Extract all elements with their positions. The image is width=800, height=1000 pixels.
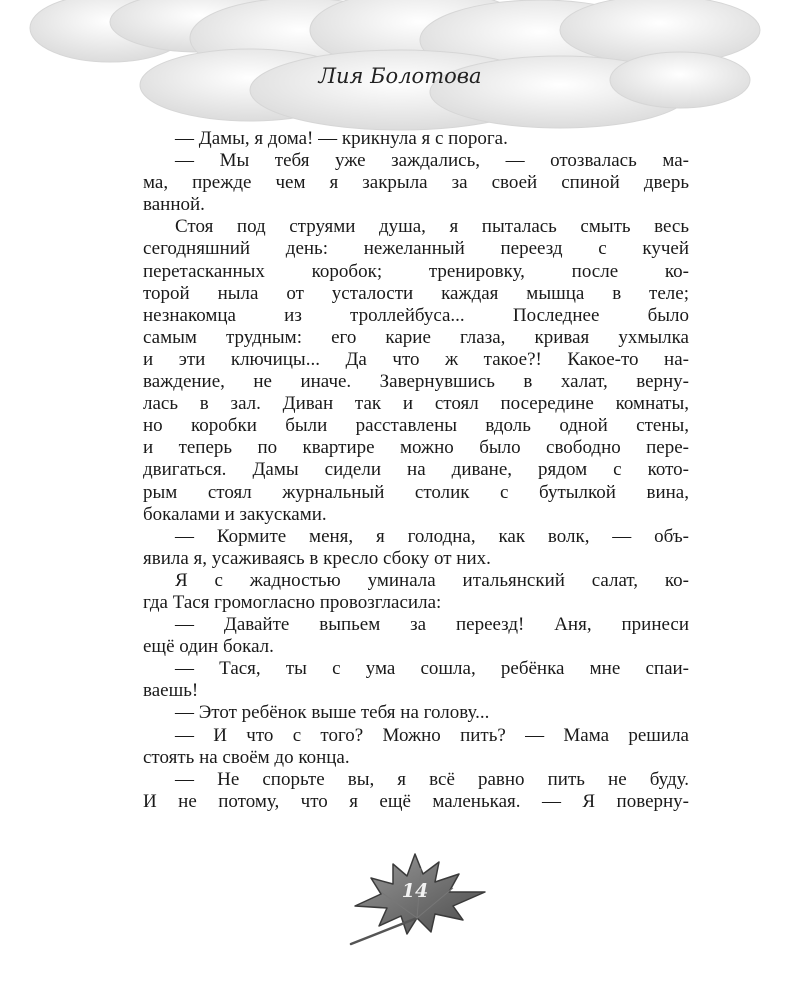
text-line: — Этот ребёнок выше тебя на голову...	[175, 702, 490, 724]
text-line: — Кормите меня, я голодна, как волк, — объ-	[175, 525, 689, 547]
text-line: — Мы тебя уже заждались, — отозвалась ма-	[175, 150, 689, 172]
page-number: 14	[401, 880, 429, 902]
text-line: — Не спорьте вы, я всё равно пить не буду.	[175, 768, 689, 790]
text-line: Я с жадностью уминала итальянский салат, ко-	[175, 569, 689, 591]
page-number-leaf	[335, 848, 495, 948]
text-line: самым трудным: его карие глаза, кривая ухмылка	[143, 326, 689, 348]
text-line: ма, прежде чем я закрыла за своей спиной дверь	[143, 172, 689, 194]
text-line: сегодняшний день: нежеланный переезд с кучей	[143, 238, 689, 260]
text-line: Стоя под струями душа, я пыталась смыть весь	[175, 216, 689, 238]
text-line: перетасканных коробок; тренировку, после ко-	[143, 260, 689, 282]
text-line: важдение, не иначе. Завернувшись в халат, верну-	[143, 371, 689, 393]
text-line: ванной.	[143, 194, 205, 216]
text-line: торой ныла от усталости каждая мышца в теле;	[143, 282, 689, 304]
text-line: — И что с того? Можно пить? — Мама решила	[175, 724, 689, 746]
text-line: двигаться. Дамы сидели на диване, рядом с кото-	[143, 459, 689, 481]
text-line: ваешь!	[143, 680, 199, 702]
text-line: стоять на своём до конца.	[143, 746, 350, 768]
text-line: незнакомца из троллейбуса... Последнее было	[143, 304, 689, 326]
text-line: но коробки были расставлены вдоль одной стены,	[143, 415, 689, 437]
text-line: — Тася, ты с ума сошла, ребёнка мне спаи-	[175, 658, 689, 680]
text-line: — Давайте выпьем за переезд! Аня, принеси	[175, 614, 689, 636]
text-line: гда Тася громогласно провозгласила:	[143, 591, 442, 613]
text-line: и эти ключицы... Да что ж такое?! Какое-то на-	[143, 348, 689, 370]
text-line: явила я, усаживаясь в кресло сбоку от них.	[143, 547, 491, 569]
text-line: бокалами и закусками.	[143, 503, 327, 525]
running-head: Лия Болотова	[318, 64, 482, 88]
text-line: рым стоял журнальный столик с бутылкой вина,	[143, 481, 689, 503]
body-text	[143, 128, 689, 813]
text-line: ещё один бокал.	[143, 636, 274, 658]
text-line: — Дамы, я дома! — крикнула я с порога.	[175, 128, 508, 149]
text-line: И не потому, что я ещё маленькая. — Я поверну-	[143, 790, 689, 812]
text-line: лась в зал. Диван так и стоял посередине комнаты,	[143, 393, 689, 415]
text-line: и теперь по квартире можно было свободно пере-	[143, 437, 689, 459]
